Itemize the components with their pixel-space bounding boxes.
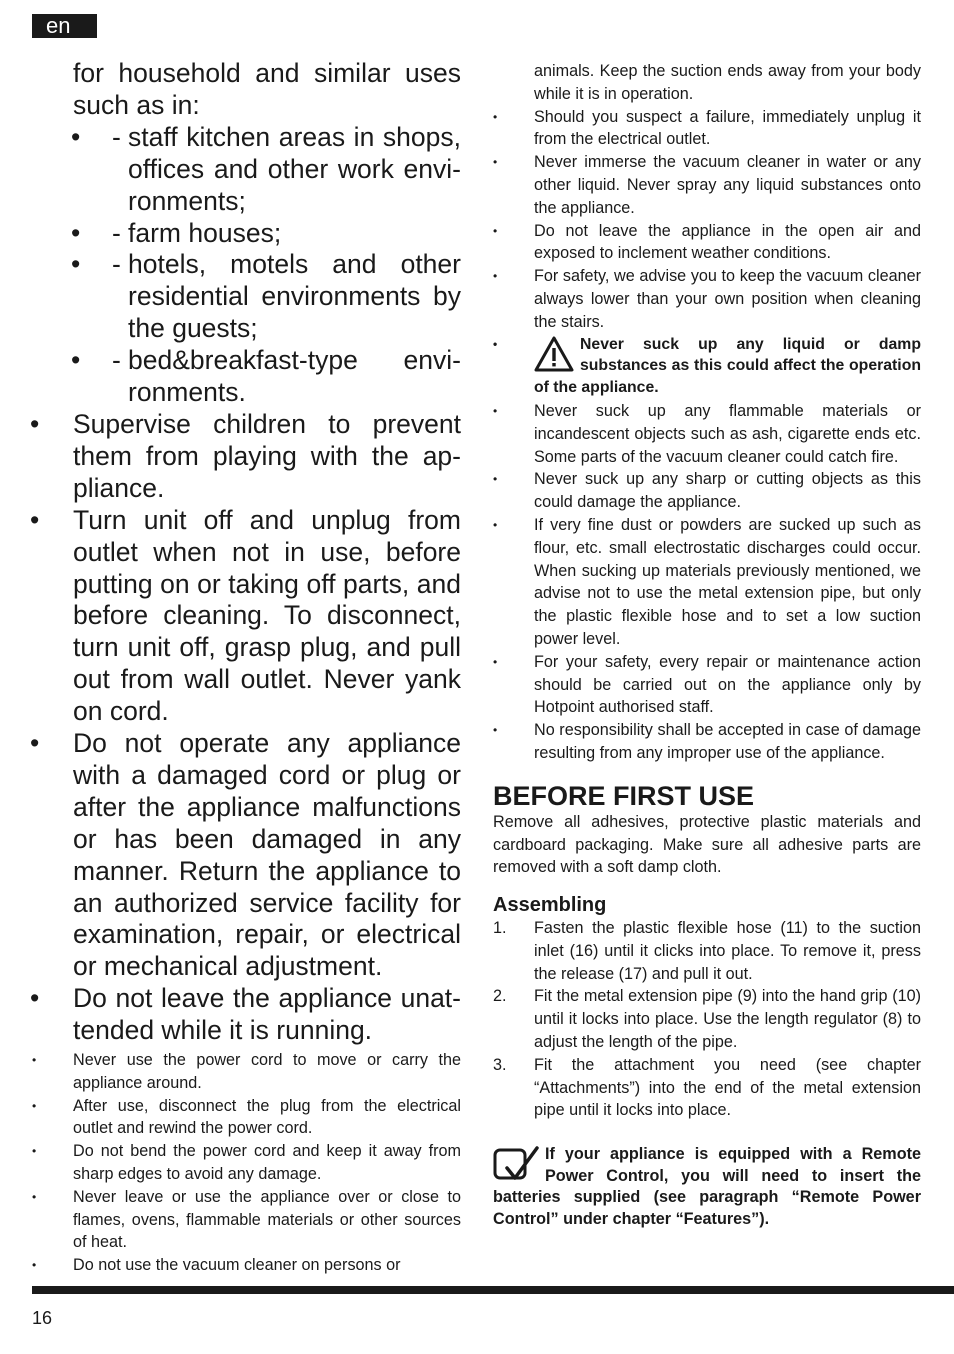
big-bullet-item <box>30 409 461 505</box>
bullet: • <box>32 1258 37 1273</box>
numbered-step <box>493 917 921 985</box>
small-item-text: After use, disconnect the plug from the electrical outlet and rewind the power cord. <box>73 1096 461 1138</box>
big-item-text: Do not leave the appliance unat-tended while it is running. <box>73 983 461 1046</box>
small-item-text: Never use the power cord to move or carry the appliance around. <box>73 1051 461 1092</box>
bullet: • <box>30 408 40 439</box>
left-column <box>30 58 461 1277</box>
small-item-text: Do not bend the power cord and keep it away from sharp edges to avoid any damage. <box>73 1142 461 1184</box>
bullet: • <box>493 336 498 351</box>
sub-item <box>30 345 461 409</box>
bullet: • <box>493 403 498 418</box>
sub-item <box>30 218 461 250</box>
bullet: • <box>493 517 498 532</box>
small-item-text: No responsibility shall be accepted in case of damage resulting from any improper use of the appliance. <box>534 721 921 762</box>
bullet: • <box>493 269 498 284</box>
intro-label: for household and similar uses such as in: <box>73 58 461 120</box>
dash: - <box>112 217 121 248</box>
big-item-text: Do not operate any appliance with a damaged cord or plug or after the appliance malfunctions or has been damaged in any manner. Return the appliance to an authorized service facility for examination, repair, or electrical or mechanical adjustment. <box>73 728 461 982</box>
step-text: Fit the attachment you need (see chapter “Attachments”) into the end of the metal extension pipe until it locks into place. <box>534 1055 921 1120</box>
sub-item-text: farm houses; <box>128 217 282 248</box>
small-bullet-item <box>493 265 921 333</box>
big-item-text: Supervise children to prevent them from playing with the ap-pliance. <box>73 408 461 503</box>
small-item-text: If very fine dust or powders are sucked up such as flour, etc. small electrostatic discharges could occur. When sucking up materials previously mentioned, we advise not to use the metal extension pipe, but only the plastic flexible hose and to set a low suction power level. <box>534 515 921 648</box>
numbered-step <box>493 985 921 1053</box>
bullet: • <box>493 223 498 238</box>
bullet: • <box>71 121 81 152</box>
bullet: • <box>30 504 40 535</box>
warning-text: Never suck up any liquid or damp substances as this could affect the operation of the appliance. <box>534 335 921 397</box>
footer-rule <box>32 1286 954 1294</box>
big-bullet-item <box>30 983 461 1047</box>
numbered-step <box>493 1054 921 1122</box>
small-bullet-item <box>493 468 921 514</box>
warning-triangle-icon <box>534 336 574 372</box>
note-checkmark-icon <box>493 1144 539 1184</box>
small-item-text: Never suck up any flammable materials or incandescent objects such as ash, cigarette ends etc. Some parts of the vacuum cleaner could catch fire. <box>534 401 921 466</box>
bullet: • <box>32 1053 37 1068</box>
big-item-text: Turn unit off and unplug from outlet when not in use, before putting on or taking off parts, and before cleaning. To disconnect, turn unit off, grasp plug, and pull out from wall outlet. Never yank on cord. <box>73 504 461 727</box>
small-bullet-item <box>493 151 921 219</box>
small-item-text: Never suck up any sharp or cutting objects as this could damage the appliance. <box>534 470 921 512</box>
bullet: • <box>493 155 498 170</box>
small-item-text: Do not leave the appliance in the open air and exposed to inclement weather conditions. <box>534 221 921 263</box>
bullet: • <box>30 728 40 759</box>
bullet: • <box>30 983 40 1014</box>
step-number: 1. <box>493 919 507 938</box>
continuation-text <box>493 60 921 106</box>
warning-item <box>493 334 921 399</box>
bullet: • <box>32 1189 37 1204</box>
bullet: • <box>32 1144 37 1159</box>
small-bullet-item <box>493 514 921 651</box>
small-bullet-item <box>30 1095 461 1141</box>
bullet: • <box>71 217 81 248</box>
small-bullet-item <box>30 1254 461 1277</box>
safety-list <box>493 60 921 765</box>
large-text-section <box>30 58 461 1047</box>
bullet: • <box>71 249 81 280</box>
dash: - <box>112 249 121 280</box>
bullet: • <box>493 472 498 487</box>
step-number: 2. <box>493 987 507 1006</box>
sub-item <box>30 122 461 218</box>
small-item-text: Should you suspect a failure, immediately unplug it from the electrical outlet. <box>534 107 921 149</box>
small-bullet-item <box>30 1186 461 1254</box>
note-text: If your appliance is equipped with a Remote Power Control, you will need to insert the batteries supplied (see paragraph “Remote Power Control” under chapter “Features”). <box>493 1145 921 1228</box>
small-bullet-item <box>30 1140 461 1186</box>
dash: - <box>112 121 121 152</box>
small-text-section <box>30 1049 461 1277</box>
step-text: Fit the metal extension pipe (9) into the hand grip (10) until it locks into place. Use the length regulator (8) to adjust the length of the pipe. <box>534 987 921 1052</box>
sub-item <box>30 249 461 345</box>
small-item-text: Do not use the vacuum cleaner on persons or <box>73 1256 401 1275</box>
small-bullet-item <box>493 719 921 765</box>
continuation-label: animals. Keep the suction ends away from your body while it is in operation. <box>534 62 921 103</box>
dash: - <box>112 345 121 376</box>
step-number: 3. <box>493 1055 507 1074</box>
big-bullet-item <box>30 505 461 728</box>
bullet: • <box>32 1098 37 1113</box>
sub-item-text: hotels, motels and other residential environments by the guests; <box>128 249 461 344</box>
sub-item-text: bed&breakfast-type envi-ronments. <box>128 345 461 408</box>
bullet: • <box>493 109 498 124</box>
bullet: • <box>493 654 498 669</box>
section-heading: BEFORE FIRST USE <box>493 780 755 811</box>
small-item-text: For your safety, every repair or maintenance action should be carried out on the appliance only by Hotpoint authorised staff. <box>534 652 921 717</box>
small-item-text: Never leave or use the appliance over or close to flames, ovens, flammable materials or other sources of heat. <box>73 1187 461 1252</box>
step-text: Fasten the plastic flexible hose (11) to the suction inlet (16) until it clicks into place. To remove it, press the release (17) and pull it out. <box>534 919 921 983</box>
intro-text <box>30 58 461 122</box>
small-bullet-item <box>493 400 921 468</box>
small-bullet-item <box>30 1049 461 1095</box>
bullet: • <box>71 345 81 376</box>
small-bullet-item <box>493 106 921 152</box>
small-item-text: For safety, we advise you to keep the vacuum cleaner always lower than your own position when cleaning the stairs. <box>534 267 921 331</box>
big-bullet-item <box>30 728 461 983</box>
sub-item-text: staff kitchen areas in shops, offices and other work envi-ronments; <box>128 121 461 216</box>
section-paragraph: Remove all adhesives, protective plastic materials and cardboard packaging. Make sure all adhesive parts are removed with a soft damp cloth. <box>493 812 921 877</box>
language-tag: en <box>32 14 97 38</box>
page-number: 16 <box>32 1308 53 1328</box>
small-item-text: Never immerse the vacuum cleaner in water or any other liquid. Never spray any liquid substances onto the appliance. <box>534 153 921 217</box>
small-bullet-item <box>493 220 921 266</box>
subsection-heading: Assembling <box>493 894 607 917</box>
small-bullet-item <box>493 651 921 719</box>
right-column <box>493 60 921 1230</box>
bullet: • <box>493 723 498 738</box>
note-box <box>493 1144 921 1230</box>
